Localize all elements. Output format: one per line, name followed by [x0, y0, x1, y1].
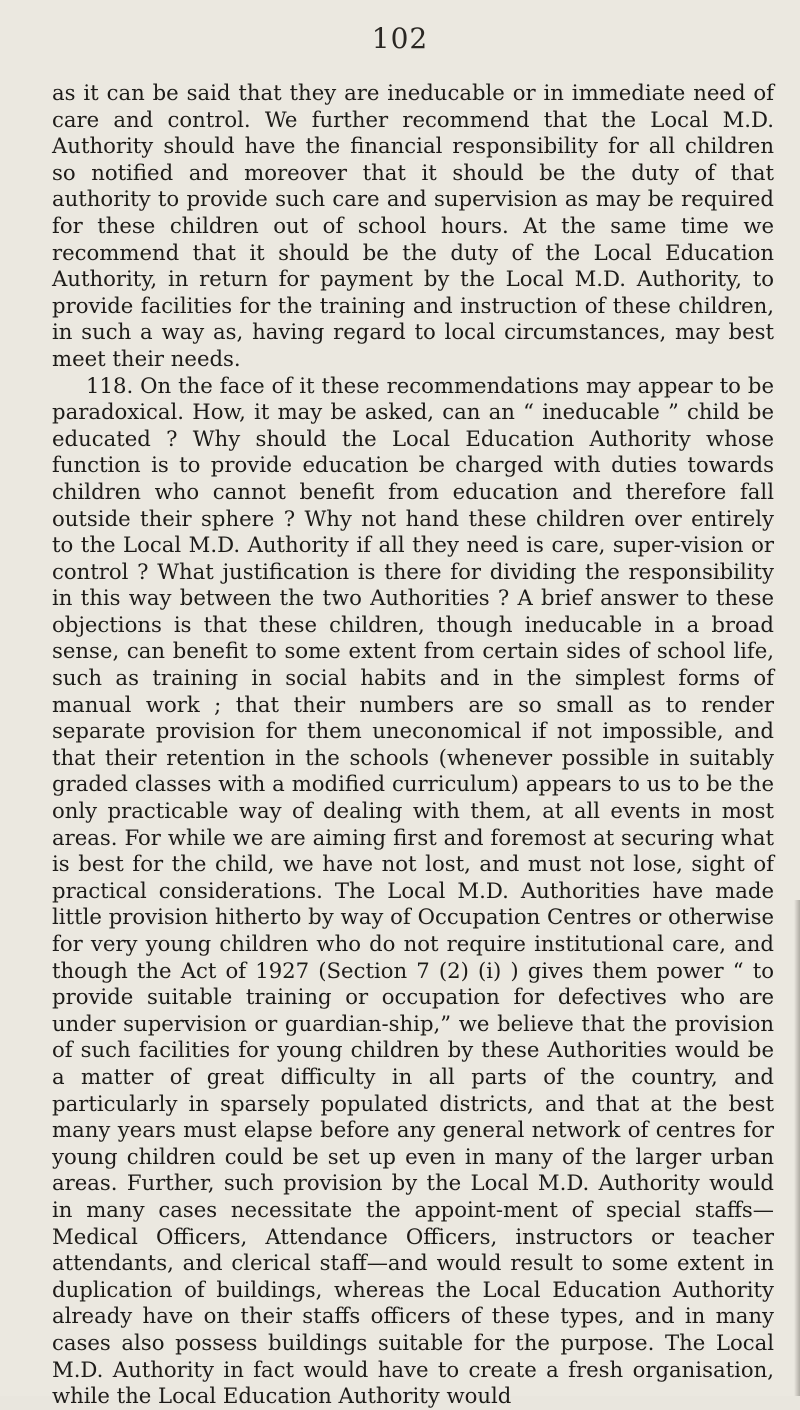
page-number: 102	[371, 22, 429, 55]
paragraph-continuation: as it can be said that they are ineducable or in immediate need of care and control. We further recommend that the Local M.D. Authority should have the financial responsibility for all children so notified and moreover that it should be the duty of that authority to provide such care and supervision as may be required for these children out of school hours. At the same time we recommend that it should be the duty of the Local Education Authority, in return for payment by the Local M.D. Authority, to provide facilities for the training and instruction of these children, in such a way as, having regard to local circumstances, may best meet their needs.	[52, 80, 774, 371]
paragraph-118: 118. On the face of it these recommendations may appear to be paradoxical. How, it may be asked, can an “ ineducable ” child be educated ? Why should the Local Education Authority whose function is to provide education be charged with duties towards children who cannot benefit from education and therefore fall outside their sphere ? Why not hand these children over entirely to the Local M.D. Authority if all they need is care, super-vision or control ? What justification is there for dividing the responsibility in this way between the two Authorities ? A brief answer to these objections is that these children, though ineducable in a broad sense, can benefit to some extent from certain sides of school life, such as training in social habits and in the simplest forms of manual work ; that their numbers are so small as to render separate provision for them uneconomical if not impossible, and that their retention in the schools (whenever possible in suitably graded classes with a modified curriculum) appears to us to be the only practicable way of dealing with them, at all events in most areas. For while we are aiming first and foremost at securing what is best for the child, we have not lost, and must not lose, sight of practical considerations. The Local M.D. Authorities have made little provision hitherto by way of Occupation Centres or otherwise for very young children who do not require institutional care, and though the Act of 1927 (Section 7 (2) (i) ) gives them power “ to provide suitable training or occupation for defectives who are under supervision or guardian-ship,” we believe that the provision of such facilities for young children by these Authorities would be a matter of great difficulty in all parts of the country, and particularly in sparsely populated districts, and that at the best many years must elapse before any general network of centres for young children could be set up even in many of the larger urban areas. Further, such provision by the Local M.D. Authority would in many cases necessitate the appoint-ment of special staffs—Medical Officers, Attendance Officers, instructors or teacher attendants, and clerical staff—and would result to some extent in duplication of buildings, whereas the Local Education Authority already have on their staffs officers of these types, and in many cases also possess buildings suitable for the purpose. The Local M.D. Authority in fact would have to create a fresh organisation, while the Local Education Authority would	[52, 372, 774, 1409]
body-text	[52, 80, 774, 1410]
page-edge-shadow	[794, 900, 800, 1396]
